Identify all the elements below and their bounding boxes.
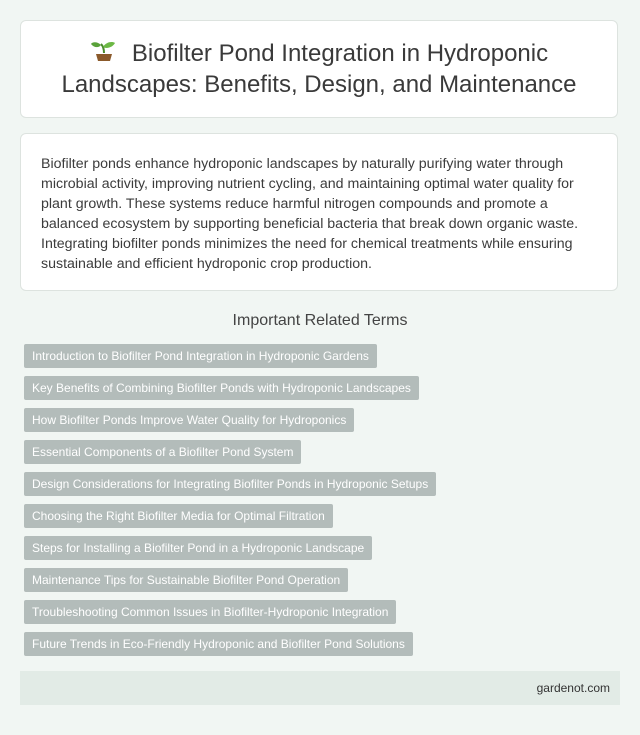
sprout-icon [90,40,118,62]
title-card [20,20,618,118]
related-term-tag[interactable]: Steps for Installing a Biofilter Pond in a Hydroponic Landscape [24,536,372,560]
related-term-tag[interactable]: Maintenance Tips for Sustainable Biofilter Pond Operation [24,568,348,592]
related-terms-heading: Important Related Terms [232,312,408,329]
related-term-tag[interactable]: Troubleshooting Common Issues in Biofilter-Hydroponic Integration [24,600,396,624]
page-title-text: Biofilter Pond Integration in Hydroponic Landscapes: Benefits, Design, and Maintenance [61,40,577,98]
related-term-tag[interactable]: Introduction to Biofilter Pond Integration in Hydroponic Gardens [24,344,377,368]
footer-site-link[interactable]: gardenot.com [536,681,610,695]
intro-paragraph: Biofilter ponds enhance hydroponic landscapes by naturally purifying water through microbial activity, improving nutrient cycling, and maintaining optimal water quality for plant growth. These systems reduce harmful nitrogen compounds and promote a balanced ecosystem by supporting beneficial bacteria that break down organic waste. Integrating biofilter ponds minimizes the need for chemical treatments while ensuring sustainable and efficient hydroponic crop production. [41,156,579,272]
related-term-tag[interactable]: How Biofilter Ponds Improve Water Quality for Hydroponics [24,408,354,432]
footer [20,671,620,705]
related-term-tag[interactable]: Key Benefits of Combining Biofilter Ponds with Hydroponic Landscapes [24,376,419,400]
related-term-tag[interactable]: Design Considerations for Integrating Biofilter Ponds in Hydroponic Setups [24,472,436,496]
intro-card [20,133,618,291]
related-term-tag[interactable]: Essential Components of a Biofilter Pond System [24,440,301,464]
page-title [59,38,579,100]
related-term-tag[interactable]: Choosing the Right Biofilter Media for Optimal Filtration [24,504,333,528]
related-term-tag[interactable]: Future Trends in Eco-Friendly Hydroponic and Biofilter Pond Solutions [24,632,413,656]
